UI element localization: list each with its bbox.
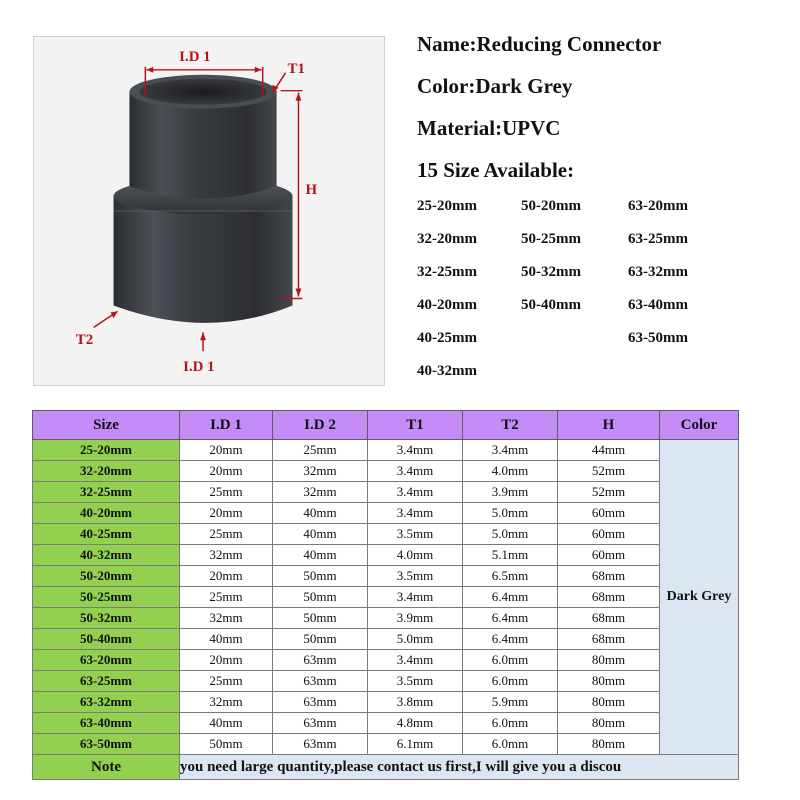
table-row bbox=[33, 545, 739, 566]
size-item: 50-32mm bbox=[521, 264, 581, 280]
size-item: 63-32mm bbox=[628, 264, 688, 280]
cell-size: 40-32mm bbox=[33, 545, 180, 566]
cell-size: 50-40mm bbox=[33, 629, 180, 650]
size-item: 40-25mm bbox=[417, 330, 477, 346]
cell-id2: 63mm bbox=[273, 713, 368, 734]
table-row bbox=[33, 461, 739, 482]
cell-h: 68mm bbox=[558, 608, 660, 629]
cell-t1: 3.4mm bbox=[368, 440, 463, 461]
cell-h: 80mm bbox=[558, 734, 660, 755]
cell-t2: 5.1mm bbox=[463, 545, 558, 566]
header-id2: I.D 2 bbox=[273, 411, 368, 440]
cell-h: 80mm bbox=[558, 692, 660, 713]
cell-size: 32-25mm bbox=[33, 482, 180, 503]
cell-t1: 3.4mm bbox=[368, 587, 463, 608]
product-name: Name:Reducing Connector bbox=[417, 32, 662, 56]
cell-id1: 20mm bbox=[180, 650, 273, 671]
note-label: Note bbox=[33, 755, 180, 780]
product-color: Color:Dark Grey bbox=[417, 74, 573, 98]
size-item: 32-20mm bbox=[417, 231, 477, 247]
cell-color: Dark Grey bbox=[660, 440, 739, 755]
cell-id1: 32mm bbox=[180, 692, 273, 713]
size-item: 50-20mm bbox=[521, 198, 581, 214]
cell-id1: 40mm bbox=[180, 713, 273, 734]
cell-size: 50-25mm bbox=[33, 587, 180, 608]
cell-t2: 6.0mm bbox=[463, 671, 558, 692]
size-item: 63-50mm bbox=[628, 330, 688, 346]
cell-t1: 4.8mm bbox=[368, 713, 463, 734]
cell-id2: 63mm bbox=[273, 734, 368, 755]
cell-id1: 20mm bbox=[180, 461, 273, 482]
header-h: H bbox=[558, 411, 660, 440]
header-size: Size bbox=[33, 411, 180, 440]
cell-h: 60mm bbox=[558, 545, 660, 566]
cell-t2: 6.0mm bbox=[463, 650, 558, 671]
cell-t2: 6.4mm bbox=[463, 608, 558, 629]
header-t2: T2 bbox=[463, 411, 558, 440]
cell-id1: 32mm bbox=[180, 545, 273, 566]
cell-id2: 63mm bbox=[273, 650, 368, 671]
cell-h: 68mm bbox=[558, 629, 660, 650]
size-table bbox=[32, 410, 739, 780]
cell-h: 68mm bbox=[558, 587, 660, 608]
cell-id2: 50mm bbox=[273, 587, 368, 608]
cell-id2: 50mm bbox=[273, 608, 368, 629]
cell-h: 60mm bbox=[558, 503, 660, 524]
cell-t2: 5.0mm bbox=[463, 524, 558, 545]
cell-t2: 4.0mm bbox=[463, 461, 558, 482]
pipe-large-body bbox=[114, 196, 293, 323]
size-item: 32-25mm bbox=[417, 264, 477, 280]
table-row bbox=[33, 440, 739, 461]
table-row bbox=[33, 482, 739, 503]
cell-t2: 3.4mm bbox=[463, 440, 558, 461]
cell-t1: 3.4mm bbox=[368, 482, 463, 503]
cell-id2: 50mm bbox=[273, 566, 368, 587]
cell-id2: 63mm bbox=[273, 692, 368, 713]
size-item: 40-32mm bbox=[417, 363, 477, 379]
cell-id1: 20mm bbox=[180, 440, 273, 461]
table-row bbox=[33, 671, 739, 692]
table-row bbox=[33, 524, 739, 545]
cell-t2: 6.5mm bbox=[463, 566, 558, 587]
cell-id2: 40mm bbox=[273, 503, 368, 524]
size-item: 63-20mm bbox=[628, 198, 688, 214]
table-row bbox=[33, 587, 739, 608]
cell-id2: 40mm bbox=[273, 545, 368, 566]
cell-t1: 3.4mm bbox=[368, 650, 463, 671]
cell-size: 32-20mm bbox=[33, 461, 180, 482]
size-item: 25-20mm bbox=[417, 198, 477, 214]
cell-id1: 20mm bbox=[180, 503, 273, 524]
cell-id2: 63mm bbox=[273, 671, 368, 692]
size-item: 40-20mm bbox=[417, 297, 477, 313]
cell-t1: 3.8mm bbox=[368, 692, 463, 713]
table-row bbox=[33, 629, 739, 650]
cell-id1: 25mm bbox=[180, 482, 273, 503]
cell-t1: 3.5mm bbox=[368, 524, 463, 545]
table-row bbox=[33, 734, 739, 755]
size-item: 63-40mm bbox=[628, 297, 688, 313]
cell-t1: 3.9mm bbox=[368, 608, 463, 629]
cell-size: 50-20mm bbox=[33, 566, 180, 587]
cell-t1: 6.1mm bbox=[368, 734, 463, 755]
cell-t1: 3.5mm bbox=[368, 566, 463, 587]
cell-id2: 25mm bbox=[273, 440, 368, 461]
cell-t2: 3.9mm bbox=[463, 482, 558, 503]
cell-h: 68mm bbox=[558, 566, 660, 587]
header-id1: I.D 1 bbox=[180, 411, 273, 440]
note-text: you need large quantity,please contact us first,I will give you a discou bbox=[180, 755, 739, 780]
cell-h: 60mm bbox=[558, 524, 660, 545]
product-photo bbox=[33, 36, 385, 386]
cell-id1: 40mm bbox=[180, 629, 273, 650]
cell-h: 80mm bbox=[558, 671, 660, 692]
reducing-connector-illustration bbox=[34, 37, 384, 385]
pipe-opening bbox=[139, 79, 266, 105]
cell-t1: 3.4mm bbox=[368, 503, 463, 524]
cell-id1: 20mm bbox=[180, 566, 273, 587]
spec-block bbox=[417, 28, 661, 196]
cell-id2: 32mm bbox=[273, 461, 368, 482]
table-row bbox=[33, 503, 739, 524]
cell-h: 80mm bbox=[558, 650, 660, 671]
cell-id1: 50mm bbox=[180, 734, 273, 755]
cell-id1: 25mm bbox=[180, 587, 273, 608]
table-row bbox=[33, 692, 739, 713]
product-material: Material:UPVC bbox=[417, 116, 561, 140]
cell-size: 40-20mm bbox=[33, 503, 180, 524]
header-color: Color bbox=[660, 411, 739, 440]
size-item: 63-25mm bbox=[628, 231, 688, 247]
header-t1: T1 bbox=[368, 411, 463, 440]
cell-t2: 5.0mm bbox=[463, 503, 558, 524]
cell-id2: 40mm bbox=[273, 524, 368, 545]
cell-size: 63-40mm bbox=[33, 713, 180, 734]
cell-t2: 6.4mm bbox=[463, 629, 558, 650]
cell-t2: 6.0mm bbox=[463, 713, 558, 734]
cell-size: 63-20mm bbox=[33, 650, 180, 671]
cell-t2: 5.9mm bbox=[463, 692, 558, 713]
cell-id1: 32mm bbox=[180, 608, 273, 629]
table-body bbox=[33, 440, 739, 780]
cell-t1: 3.4mm bbox=[368, 461, 463, 482]
label-t2: T2 bbox=[75, 332, 94, 349]
table-header-row bbox=[33, 411, 739, 440]
cell-id2: 32mm bbox=[273, 482, 368, 503]
cell-size: 63-50mm bbox=[33, 734, 180, 755]
table-row bbox=[33, 713, 739, 734]
cell-t2: 6.4mm bbox=[463, 587, 558, 608]
cell-t1: 3.5mm bbox=[368, 671, 463, 692]
table-row bbox=[33, 566, 739, 587]
cell-id1: 25mm bbox=[180, 524, 273, 545]
label-h: H bbox=[305, 182, 318, 199]
label-t1: T1 bbox=[287, 60, 305, 77]
size-item: 50-40mm bbox=[521, 297, 581, 313]
label-id1-top: I.D 1 bbox=[179, 48, 211, 65]
cell-h: 52mm bbox=[558, 482, 660, 503]
cell-size: 63-25mm bbox=[33, 671, 180, 692]
cell-t1: 5.0mm bbox=[368, 629, 463, 650]
cell-t2: 6.0mm bbox=[463, 734, 558, 755]
cell-size: 50-32mm bbox=[33, 608, 180, 629]
cell-id1: 25mm bbox=[180, 671, 273, 692]
cell-h: 52mm bbox=[558, 461, 660, 482]
size-table-wrapper bbox=[32, 410, 739, 780]
cell-size: 63-32mm bbox=[33, 692, 180, 713]
cell-size: 25-20mm bbox=[33, 440, 180, 461]
table-row bbox=[33, 650, 739, 671]
label-id1-bottom: I.D 1 bbox=[183, 359, 215, 376]
table-note-row bbox=[33, 755, 739, 780]
sizes-title: 15 Size Available: bbox=[417, 158, 575, 182]
cell-t1: 4.0mm bbox=[368, 545, 463, 566]
size-item: 50-25mm bbox=[521, 231, 581, 247]
cell-h: 44mm bbox=[558, 440, 660, 461]
cell-size: 40-25mm bbox=[33, 524, 180, 545]
table-row bbox=[33, 608, 739, 629]
cell-id2: 50mm bbox=[273, 629, 368, 650]
cell-h: 80mm bbox=[558, 713, 660, 734]
